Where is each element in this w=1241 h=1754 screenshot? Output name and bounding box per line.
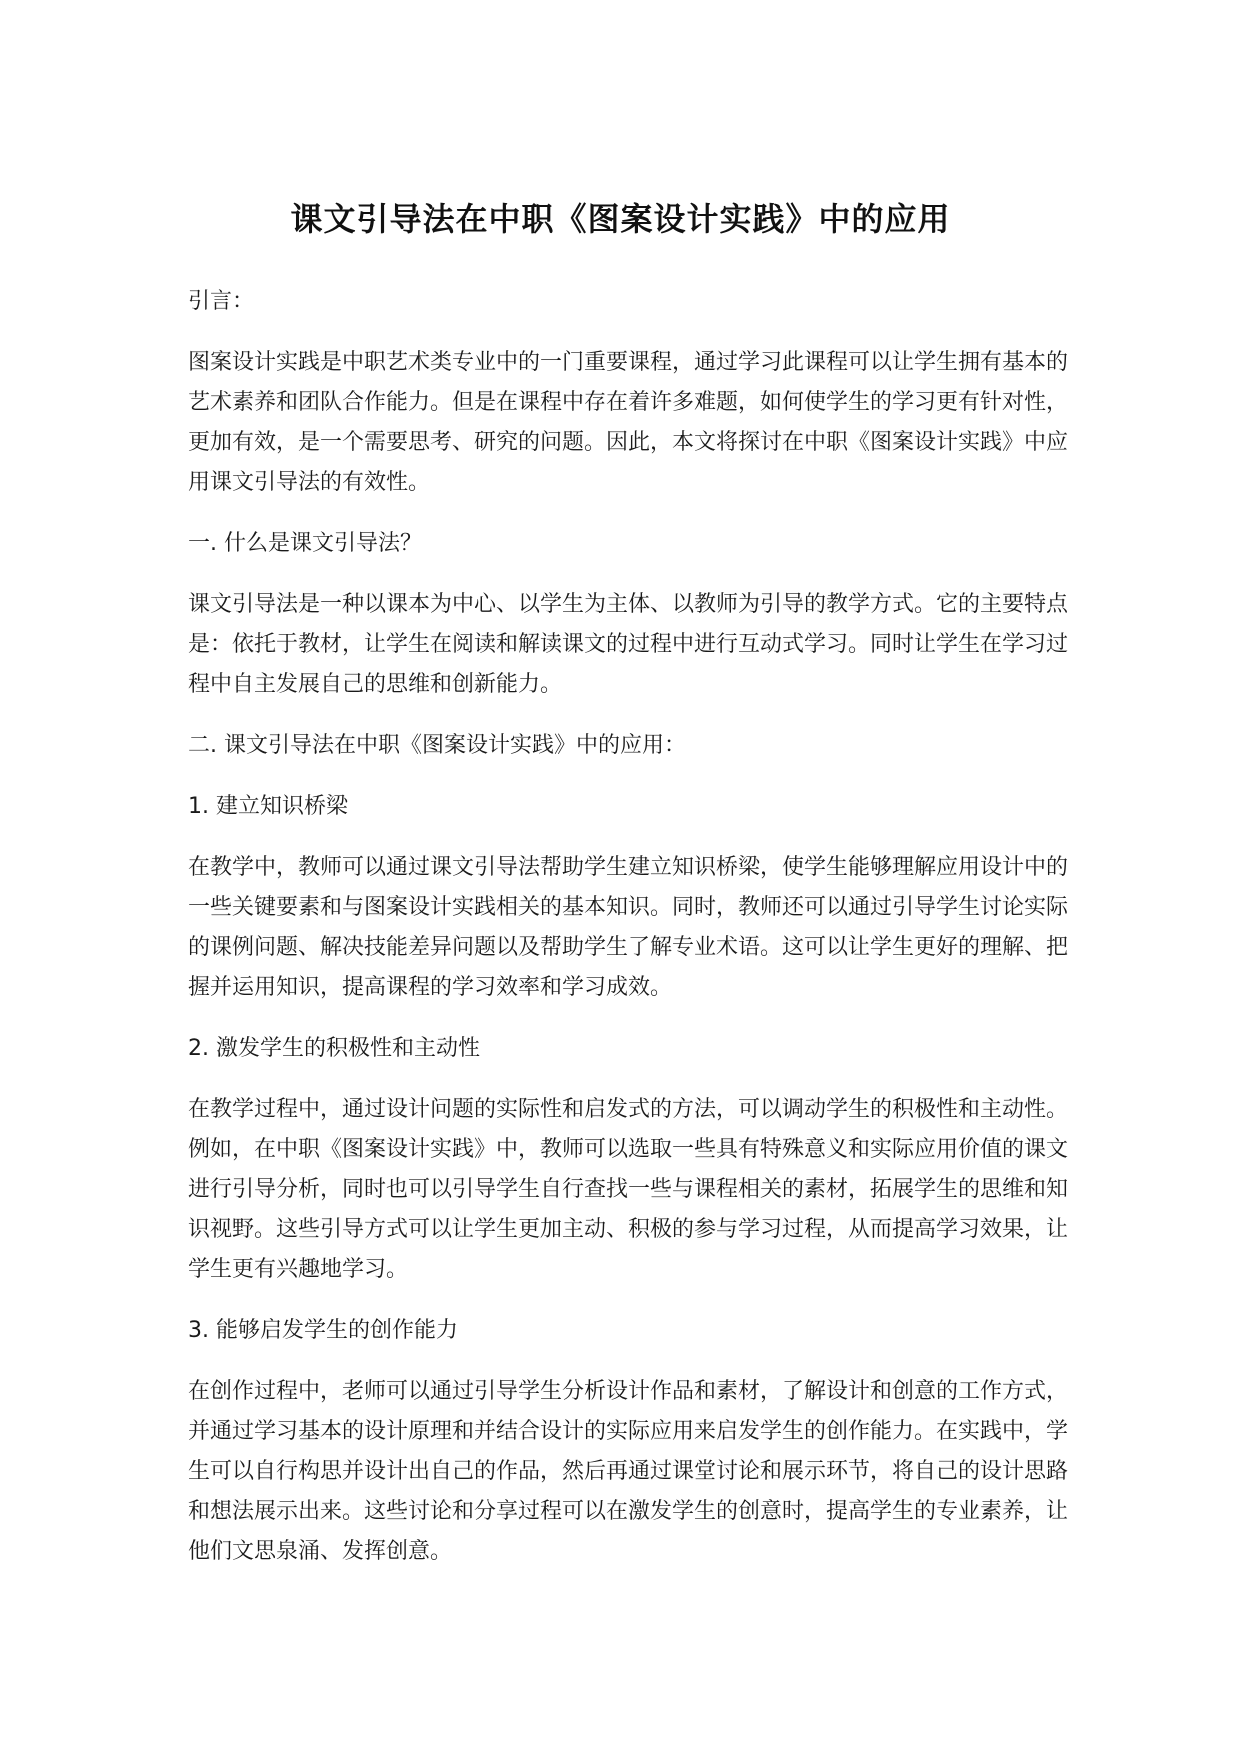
item-2-paragraph: 在教学过程中，通过设计问题的实际性和启发式的方法，可以调动学生的积极性和主动性。例如，在中职《图案设计实践》中，教师可以选取一些具有特殊意义和实际应用价值的课文进行引导分析，同时也可以引导学生自行查找一些与课程相关的素材，拓展学生的思维和知识视野。这些引导方式可以让学生更加主动、积极的参与学习过程，从而提高学习效果，让学生更有兴趣地学习。 — [188, 1097, 1069, 1282]
item-1-heading: 1. 建立知识桥梁 — [188, 794, 348, 819]
item-3-heading: 3. 能够启发学生的创作能力 — [188, 1318, 458, 1343]
item-3-paragraph: 在创作过程中，老师可以通过引导学生分析设计作品和素材，了解设计和创意的工作方式，并通过学习基本的设计原理和并结合设计的实际应用来启发学生的创作能力。在实践中，学生可以自行构思并设计出自己的作品，然后再通过课堂讨论和展示环节，将自己的设计思路和想法展示出来。这些讨论和分享过程可以在激发学生的创意时，提高学生的专业素养，让他们文思泉涌、发挥创意。 — [188, 1379, 1069, 1564]
intro-paragraph-block — [188, 343, 1068, 503]
section-2-heading-block — [188, 726, 1068, 766]
item-2-heading: 2. 激发学生的积极性和主动性 — [188, 1036, 480, 1061]
item-2-heading-block — [188, 1029, 1068, 1069]
intro-label: 引言： — [188, 289, 255, 314]
document-body — [188, 282, 1068, 1572]
item-3-paragraph-block — [188, 1372, 1068, 1572]
section-2-heading: 二. 课文引导法在中职《图案设计实践》中的应用： — [188, 733, 686, 758]
item-1-paragraph-block — [188, 848, 1068, 1008]
section-1-heading: 一. 什么是课文引导法？ — [188, 531, 422, 556]
item-3-heading-block — [188, 1311, 1068, 1351]
section-1-heading-block — [188, 524, 1068, 564]
intro-paragraph: 图案设计实践是中职艺术类专业中的一门重要课程，通过学习此课程可以让学生拥有基本的艺术素养和团队合作能力。但是在课程中存在着许多难题，如何使学生的学习更有针对性，更加有效，是一个需要思考、研究的问题。因此，本文将探讨在中职《图案设计实践》中应用课文引导法的有效性。 — [188, 350, 1069, 495]
section-1-paragraph-block — [188, 585, 1068, 705]
page-title: 课文引导法在中职《图案设计实践》中的应用 — [290, 200, 951, 239]
section-1-paragraph: 课文引导法是一种以课本为中心、以学生为主体、以教师为引导的教学方式。它的主要特点是：依托于教材，让学生在阅读和解读课文的过程中进行互动式学习。同时让学生在学习过程中自主发展自己的思维和创新能力。 — [188, 592, 1069, 697]
item-1-heading-block — [188, 787, 1068, 827]
intro-block — [188, 282, 1068, 322]
item-2-paragraph-block — [188, 1090, 1068, 1290]
item-1-paragraph: 在教学中，教师可以通过课文引导法帮助学生建立知识桥梁，使学生能够理解应用设计中的一些关键要素和与图案设计实践相关的基本知识。同时，教师还可以通过引导学生讨论实际的课例问题、解决技能差异问题以及帮助学生了解专业术语。这可以让学生更好的理解、把握并运用知识，提高课程的学习效率和学习成效。 — [188, 855, 1069, 1000]
